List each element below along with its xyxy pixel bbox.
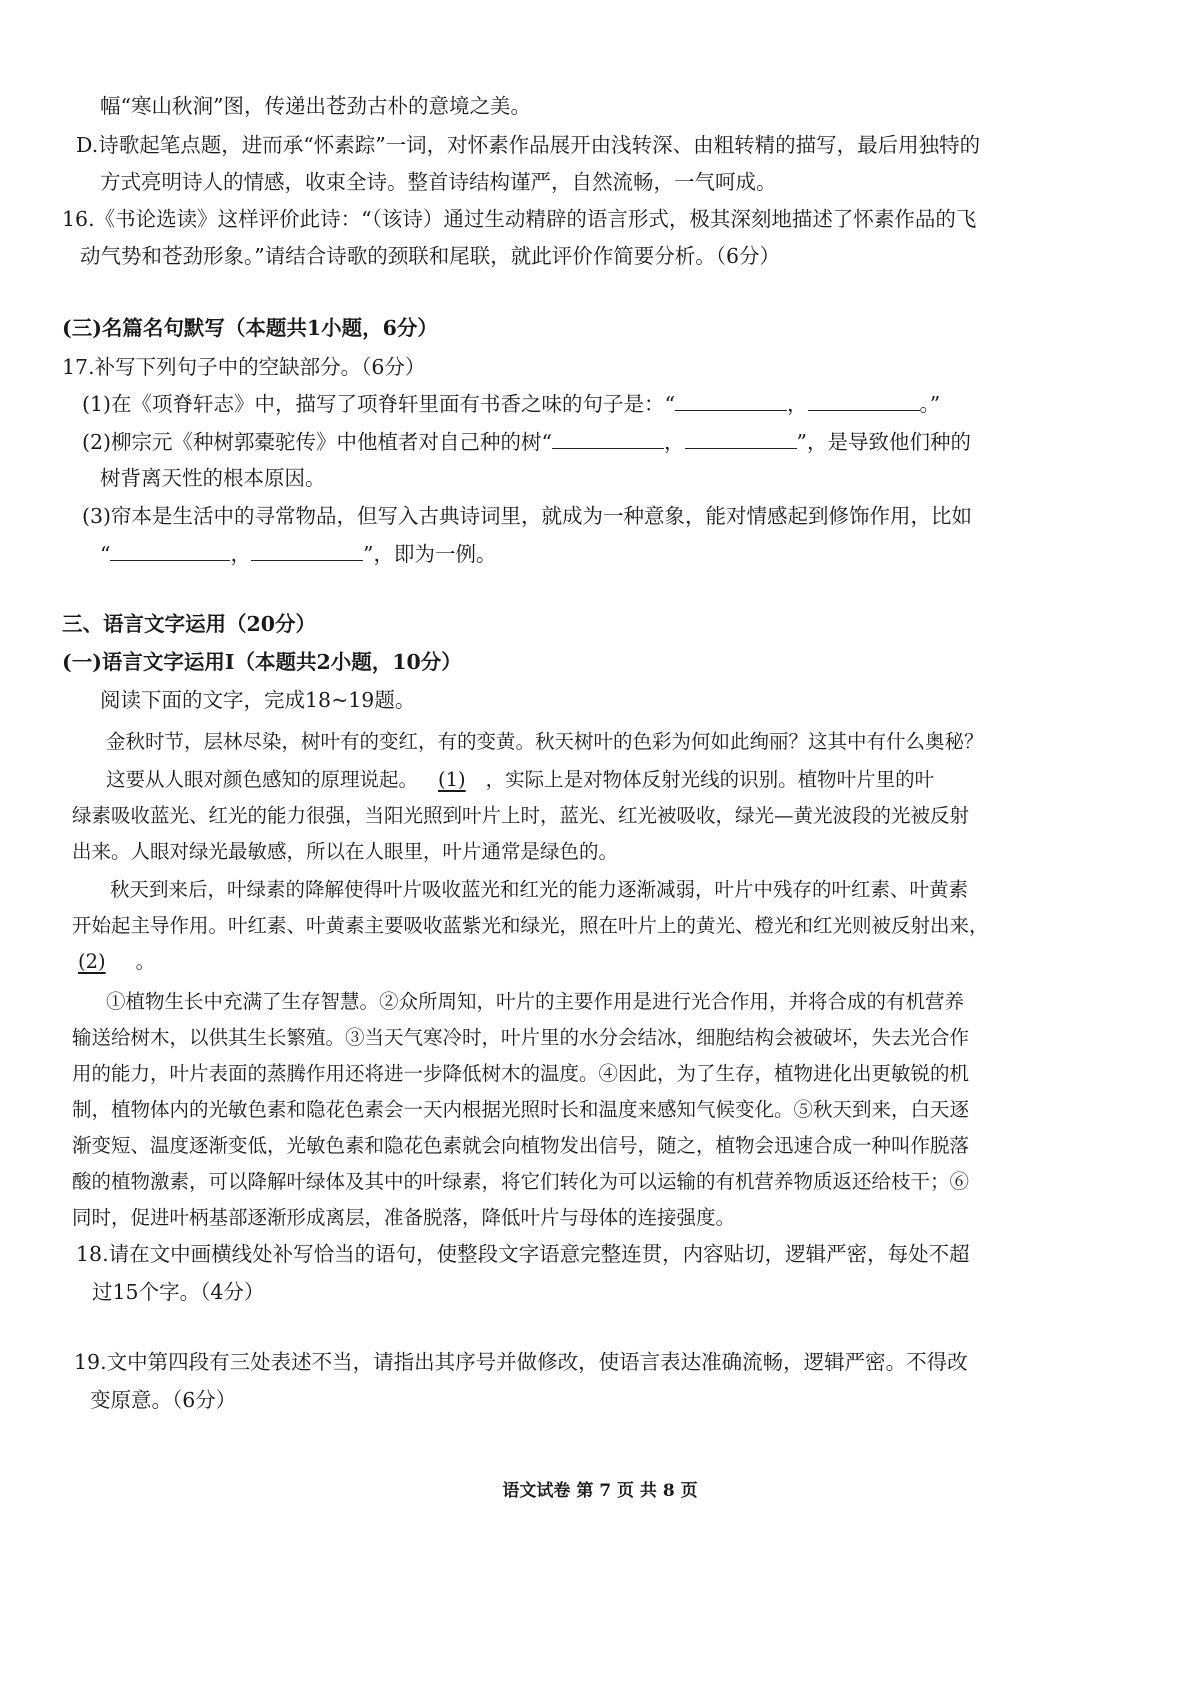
answer-blank[interactable] — [808, 392, 920, 411]
comma: ， — [664, 430, 685, 454]
passage-paragraph-4-line5: 渐变短、温度逐渐变低，光敏色素和隐花色素就会向植物发出信号，随之，植物会迅速合成一种叫作脱落 — [72, 1134, 970, 1157]
q19-stem-line2: 变原意。（6分） — [90, 1388, 237, 1412]
open-quote: “ — [100, 542, 111, 566]
passage-paragraph-2-line2: 绿素吸收蓝光、红光的能力很强，当阳光照到叶片上时，蓝光、红光被吸收，绿光—黄光波段的光被反射 — [72, 804, 970, 827]
q17-item3-line2 — [100, 540, 496, 568]
answer-blank[interactable] — [675, 392, 787, 411]
q15-option-c-continuation: 幅“寒山秋涧”图，传递出苍劲古朴的意境之美。 — [100, 94, 531, 118]
q18-stem-line2: 过15个字。（4分） — [92, 1280, 265, 1304]
q17-item1 — [82, 390, 940, 418]
passage-paragraph-2-line1 — [106, 766, 934, 794]
q17-item3-tail: ”，即为一例。 — [362, 542, 497, 566]
fill-blank-1[interactable]: (1) — [438, 768, 466, 791]
closing-quote: 。” — [919, 392, 941, 416]
q16-stem-line1: 16.《书论选读》这样评价此诗：“（该诗）通过生动精辟的语言形式，极其深刻地描述了怀素作品的飞 — [62, 207, 977, 231]
answer-blank[interactable] — [251, 542, 363, 561]
q17-item2 — [82, 428, 971, 456]
answer-blank[interactable] — [110, 542, 230, 561]
q19-stem-line1: 19.文中第四段有三处表述不当，请指出其序号并做修改，使语言表达准确流畅，逻辑严密。不得改 — [74, 1350, 968, 1374]
passage-paragraph-4-line7: 同时，促进叶柄基部逐渐形成离层，准备脱落，降低叶片与母体的连接强度。 — [72, 1206, 736, 1229]
section-3-heading: (三)名篇名句默写（本题共1小题，6分） — [62, 316, 438, 340]
q17-item1-text: (1)在《项脊轩志》中，描写了项脊轩里面有书香之味的句子是：“ — [82, 392, 676, 416]
page-footer: 语文试卷 第 7 页 共 8 页 — [502, 1481, 698, 1501]
fill-blank-2[interactable]: (2) — [78, 950, 106, 973]
q17-item2-tail: ”，是导致他们种的 — [796, 430, 972, 454]
q15-option-d-line2: 方式亮明诗人的情感，收束全诗。整首诗结构谨严，自然流畅，一气呵成。 — [100, 170, 777, 194]
passage-paragraph-2-line3: 出来。人眼对绿光最敏感，所以在人眼里，叶片通常是绿色的。 — [72, 840, 619, 863]
q16-stem-line2: 动气势和苍劲形象。”请结合诗歌的颈联和尾联，就此评价作简要分析。（6分） — [80, 244, 781, 268]
passage-paragraph-3-line1: 秋天到来后，叶绿素的降解使得叶片吸收蓝光和红光的能力逐渐减弱，叶片中残存的叶红素、叶黄素 — [110, 878, 969, 901]
q17-item2-text: (2)柳宗元《种树郭橐驼传》中他植者对自己种的树“ — [82, 430, 553, 454]
q15-option-d-line1: D.诗歌起笔点题，进而承“怀素踪”一词，对怀素作品展开由浅转深、由粗转精的描写，最后用独特的 — [76, 133, 981, 157]
passage-text: ，实际上是对物体反射光线的识别。植物叶片里的叶 — [485, 768, 935, 791]
subsection-1-heading: (一)语言文字运用Ⅰ（本题共2小题，10分） — [62, 650, 462, 674]
reading-instruction: 阅读下面的文字，完成18~19题。 — [100, 688, 416, 712]
q17-item3-line1: (3)帘本是生活中的寻常物品，但写入古典诗词里，就成为一种意象，能对情感起到修饰作用，比如 — [82, 504, 973, 528]
q18-stem-line1: 18.请在文中画横线处补写恰当的语句，使整段文字语意完整连贯，内容贴切，逻辑严密，每处不超 — [76, 1242, 970, 1266]
answer-blank[interactable] — [552, 430, 664, 449]
comma: ， — [787, 392, 808, 416]
answer-blank[interactable] — [685, 430, 797, 449]
passage-paragraph-1: 金秋时节，层林尽染，树叶有的变红，有的变黄。秋天树叶的色彩为何如此绚丽？这其中有什么奥秘？ — [106, 730, 984, 753]
passage-paragraph-3-line2: 开始起主导作用。叶红素、叶黄素主要吸收蓝紫光和绿光，照在叶片上的黄光、橙光和红光则被反射出来， — [72, 914, 989, 937]
comma: ， — [230, 542, 251, 566]
passage-paragraph-4-line3: 用的能力，叶片表面的蒸腾作用还将进一步降低树木的温度。④因此，为了生存，植物进化出更敏锐的机 — [72, 1062, 970, 1085]
passage-paragraph-4-line2: 输送给树木，以供其生长繁殖。③当天气寒冷时，叶片里的水分会结冰，细胞结构会被破坏，失去光合作 — [72, 1026, 970, 1049]
q17-stem: 17.补写下列句子中的空缺部分。（6分） — [62, 355, 426, 379]
passage-paragraph-4-line4: 制，植物体内的光敏色素和隐花色素会一天内根据光照时长和温度来感知气候变化。⑤秋天到来，白天逐 — [72, 1098, 970, 1121]
q17-item2-line2: 树背离天性的根本原因。 — [100, 466, 326, 490]
passage-paragraph-3-line3 — [72, 948, 155, 976]
part-3-heading: 三、语言文字运用（20分） — [62, 612, 317, 636]
passage-text: 这要从人眼对颜色感知的原理说起。 — [106, 768, 419, 791]
passage-paragraph-4-line1: ①植物生长中充满了生存智慧。②众所周知，叶片的主要作用是进行光合作用，并将合成的有机营养 — [106, 990, 965, 1013]
passage-text: 。 — [135, 950, 156, 973]
passage-paragraph-4-line6: 酸的植物激素，可以降解叶绿体及其中的叶绿素，将它们转化为可以运输的有机营养物质返还给枝干；⑥ — [72, 1170, 970, 1193]
